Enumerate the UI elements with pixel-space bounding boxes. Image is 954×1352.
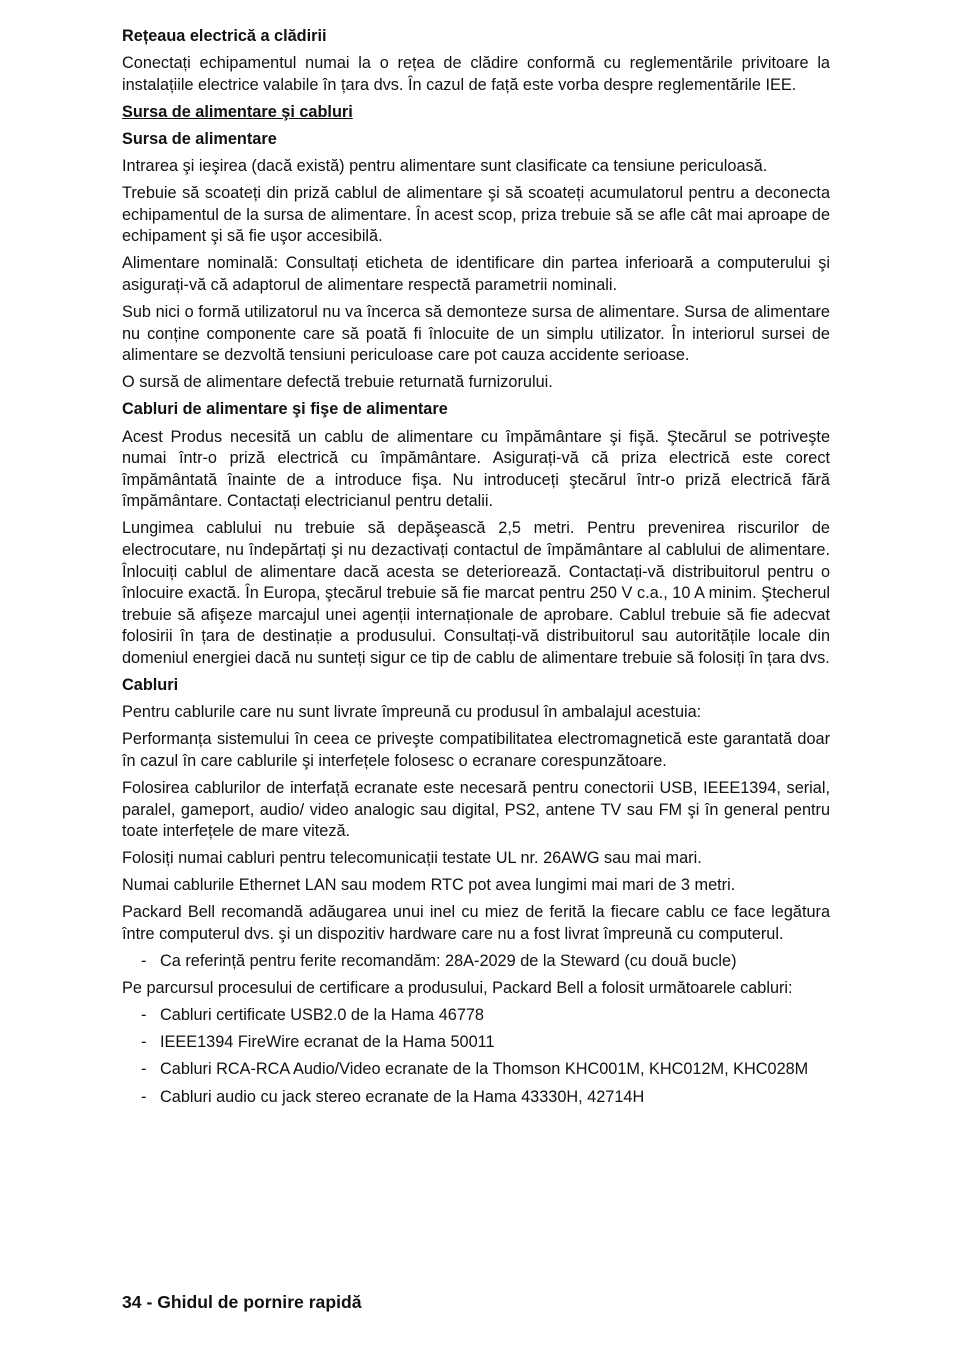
list-item-text: Cabluri certificate USB2.0 de la Hama 46778 [160, 1006, 484, 1025]
list-item-text: Cabluri audio cu jack stereo ecranate de la Hama 43330H, 42714H [160, 1087, 645, 1106]
list-item [122, 1059, 830, 1081]
paragraph: Numai cablurile Ethernet LAN sau modem RTC pot avea lungimi mai mari de 3 metri. [122, 876, 736, 895]
paragraph: Performanța sistemului în ceea ce priveşte compatibilitatea electromagnetică este garantată doar în cazul în care cablurile şi interfețele folosesc o ecranare corespunzătoare. [122, 730, 830, 770]
paragraph: Lungimea cablului nu trebuie să depăşească 2,5 metri. Pentru prevenirea riscurilor de electrocutare, nu îndepărtați şi nu dezactivați contactul de împământare al cablului de alimentare. Înlocuiți cablul de alimentare dacă acesta se deteriorează. Contactați-vă distribuitorul pentru o înlocuire exactă. În Europa, ştecărul trebuie să fie marcat pentru 250 V c.a., 10 A minim. Ştecherul trebuie să afişeze marcajul unei agenții internaționale de aprobare. Cablul trebuie să fie adecvat folosirii în țara de destinație a produsului. Consultați-vă distribuitorul sau autoritățile locale din domeniul energiei dacă nu sunteți sigur ce tip de cablu de alimentare trebuie să folosiți în țara dvs. [122, 519, 830, 667]
list-item-text: Ca referință pentru ferite recomandăm: 28A-2029 de la Steward (cu două bucle) [160, 952, 737, 971]
list-item [122, 1087, 830, 1109]
heading-power-cords-plugs: Cabluri de alimentare şi fişe de alimentare [122, 400, 448, 419]
paragraph: Packard Bell recomandă adăugarea unui inel cu miez de ferită la fiecare cablu ce face legătura între computerul dvs. şi un dispozitiv hardware care nu a fost livrat împreună cu computerul. [122, 903, 830, 943]
paragraph: Pe parcursul procesului de certificare a produsului, Packard Bell a folosit următoarele cabluri: [122, 979, 793, 998]
list-item-text: Cabluri RCA-RCA Audio/Video ecranate de la Thomson KHC001M, KHC012M, KHC028M [160, 1060, 809, 1079]
paragraph: Acest Produs necesită un cablu de alimentare cu împământare şi fişă. Ştecărul se potriveşte numai într-o priză electrică cu împământare. Asigurați-vă că priza electrică este corect împământată înainte de a introduce fişa. Nu introduceți ştecărul într-o priză electrică fără împământare. Contactați electricianul pentru detalii. [122, 427, 830, 511]
paragraph: Alimentare nominală: Consultați eticheta de identificare din partea inferioară a computerului şi asigurați-vă că adaptorul de alimentare respectă parametrii nominali. [122, 254, 830, 294]
bullet-dash: - [141, 1060, 147, 1079]
bullet-dash: - [141, 1033, 147, 1052]
paragraph: Trebuie să scoateți din priză cablul de alimentare şi să scoateți acumulatorul pentru a deconecta echipamentul de la sursa de alimentare. În acest scop, priza trebuie să se afle cât mai aproape de echipament şi să fie uşor accesibilă. [122, 184, 830, 246]
paragraph: Folosirea cablurilor de interfață ecranate este necesară pentru conectorii USB, IEEE1394, serial, paralel, gameport, audio/ video analogic sau digital, PS2, antene TV sau FM şi în general pentru toate interfețele de mare viteză. [122, 778, 830, 841]
bullet-dash: - [141, 1087, 147, 1106]
heading-building-network: Rețeaua electrică a clădirii [122, 27, 327, 45]
list-item [122, 1032, 830, 1054]
paragraph: Pentru cablurile care nu sunt livrate împreună cu produsul în ambalajul acestuia: [122, 703, 702, 722]
certified-cables-list [122, 1005, 830, 1108]
bullet-dash: - [141, 952, 147, 971]
paragraph: Intrarea şi ieşirea (dacă există) pentru alimentare sunt clasificate ca tensiune periculoasă. [122, 156, 768, 175]
paragraph: Sub nici o formă utilizatorul nu va încerca să demonteze sursa de alimentare. Sursa de alimentare nu conține componente care să poată fi înlocuite de un simplu utilizator. În interiorul sursei de alimentare se dezvoltă tensiuni periculoase care pot cauza accidente serioase. [122, 303, 830, 365]
bullet-dash: - [141, 1006, 147, 1025]
paragraph: Folosiți numai cabluri pentru telecomunicații testate UL nr. 26AWG sau mai mari. [122, 849, 702, 868]
list-item-text: IEEE1394 FireWire ecranat de la Hama 50011 [160, 1033, 495, 1052]
ferrite-list [122, 951, 830, 973]
heading-cables: Cabluri [122, 676, 179, 695]
heading-power-supply: Sursa de alimentare [122, 129, 277, 148]
document-page [122, 26, 830, 1114]
paragraph: Conectați echipamentul numai la o rețea de clădire conformă cu reglementările privitoare la instalațiile electrice valabile în țara dvs. În cazul de față este vorba despre reglementările IEE. [122, 54, 830, 94]
heading-power-and-cables: Sursa de alimentare şi cabluri [122, 102, 353, 121]
list-item [122, 951, 830, 973]
paragraph: O sursă de alimentare defectă trebuie returnată furnizorului. [122, 373, 553, 392]
page-footer: 34 - Ghidul de pornire rapidă [122, 1292, 362, 1312]
list-item [122, 1005, 830, 1027]
